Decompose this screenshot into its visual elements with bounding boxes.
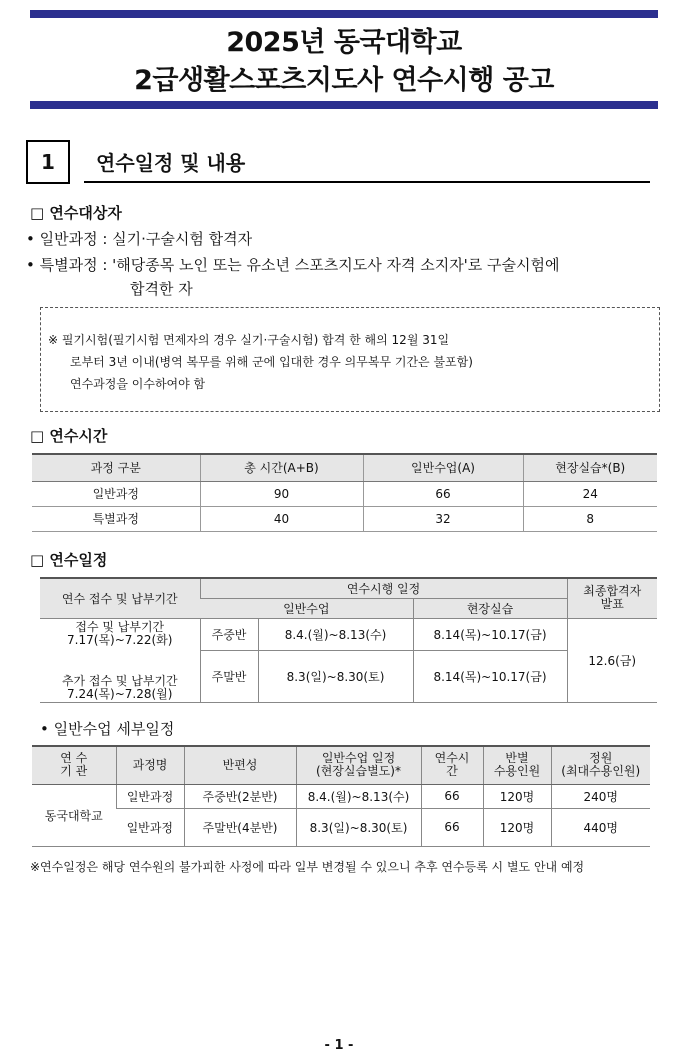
table-cell: 일반과정 xyxy=(116,784,184,808)
institution-header-line1: 연 수 xyxy=(60,751,88,766)
capacity-header-line1: 반별 xyxy=(505,751,529,766)
practice-header: 현장실습 xyxy=(413,598,567,618)
capacity-header xyxy=(483,746,551,784)
section-title: 연수일정 및 내용 xyxy=(96,151,246,175)
footnote: ※연수일정은 해당 연수원의 불가피한 사정에 따라 일부 변경될 수 있으니 추후 연수등록 시 별도 안내 예정 xyxy=(30,860,585,874)
table-cell: 120명 xyxy=(483,808,551,846)
period-dates-1: 7.17(목)~7.22(화) xyxy=(67,633,173,648)
period-cell-2 xyxy=(40,650,200,702)
detail-heading: • 일반수업 세부일정 xyxy=(40,720,175,738)
period-header: 연수 접수 및 납부기간 xyxy=(40,578,200,618)
course-header: 과정명 xyxy=(116,746,184,784)
period-dates-2: 7.24(목)~7.28(월) xyxy=(67,686,173,701)
table-row xyxy=(32,784,650,808)
header-bottom-bar xyxy=(30,101,658,109)
table-cell: 일반과정 xyxy=(116,808,184,846)
table-row xyxy=(32,481,657,506)
class-type-cell: 주중반 xyxy=(200,618,258,650)
table-header-row xyxy=(40,578,657,598)
quota-header-line2: (최대수용인원) xyxy=(561,764,641,779)
table-header-row xyxy=(32,454,657,481)
special-course-line-cont: 합격한 자 xyxy=(130,280,193,298)
table-cell: 66 xyxy=(421,808,483,846)
institution-header xyxy=(32,746,116,784)
institution-header-line2: 기 관 xyxy=(60,764,88,779)
table-header-cell: 현장실습*(B) xyxy=(523,454,657,481)
hours-header xyxy=(421,746,483,784)
table-row xyxy=(40,650,657,702)
general-course-line: • 일반과정 : 실기·구술시험 합격자 xyxy=(26,230,253,248)
hours-header-line2: 간 xyxy=(446,764,458,779)
final-date-cell: 12.6(금) xyxy=(567,618,657,702)
table-header-cell: 총 시간(A+B) xyxy=(200,454,363,481)
section-underline xyxy=(84,181,650,183)
table-cell: 66 xyxy=(421,784,483,808)
note-line-2: 로부터 3년 이내(병역 복무를 위해 군에 입대한 경우 의무복무 기간은 불포함) xyxy=(70,355,473,369)
final-result-header-line1: 최종합격자 xyxy=(583,584,642,599)
hours-table xyxy=(32,453,657,532)
schedule-header-line2: (현장실습별도)* xyxy=(316,764,401,779)
table-cell: 8.4.(월)~8.13(수) xyxy=(296,784,421,808)
period-title-2: 추가 접수 및 납부기간 xyxy=(61,673,178,688)
table-cell: 8.3(일)~8.30(토) xyxy=(296,808,421,846)
hours-header-line1: 연수시 xyxy=(434,751,470,766)
table-cell: 특별과정 xyxy=(32,506,200,531)
table-cell: 32 xyxy=(363,506,523,531)
table-cell: 8 xyxy=(523,506,657,531)
capacity-header-line2: 수용인원 xyxy=(493,764,541,779)
schedule-table xyxy=(40,577,657,703)
table-row xyxy=(32,506,657,531)
table-cell: 주중반(2분반) xyxy=(184,784,296,808)
page-title-line1: 2025년 동국대학교 xyxy=(226,27,462,58)
table-cell: 주말반(4분반) xyxy=(184,808,296,846)
table-header-cell: 과정 구분 xyxy=(32,454,200,481)
final-result-header xyxy=(567,578,657,618)
period-cell-1 xyxy=(40,618,200,650)
quota-header-line1: 정원 xyxy=(589,751,613,766)
table-cell: 66 xyxy=(363,481,523,506)
schedule-heading: □ 연수일정 xyxy=(30,551,108,569)
general-class-header: 일반수업 xyxy=(200,598,413,618)
class-type-cell: 주말반 xyxy=(200,650,258,702)
table-cell: 240명 xyxy=(551,784,650,808)
practice-date-cell: 8.14(목)~10.17(금) xyxy=(413,618,567,650)
page-number: - 1 - xyxy=(324,1038,354,1053)
table-cell: 24 xyxy=(523,481,657,506)
target-heading: □ 연수대상자 xyxy=(30,204,122,222)
general-date-cell: 8.3(일)~8.30(토) xyxy=(258,650,413,702)
schedule-header: 연수시행 일정 xyxy=(200,578,567,598)
table-row xyxy=(32,808,650,846)
institution-cell: 동국대학교 xyxy=(32,784,116,846)
table-cell: 40 xyxy=(200,506,363,531)
hours-heading: □ 연수시간 xyxy=(30,427,108,445)
detail-table xyxy=(32,745,650,847)
table-header-row xyxy=(32,746,650,784)
special-course-line: • 특별과정 : '해당종목 노인 또는 유소년 스포츠지도사 자격 소지자'로 구술시험에 xyxy=(26,256,560,274)
note-line-3: 연수과정을 이수하여야 함 xyxy=(70,377,206,391)
period-title-1: 접수 및 납부기간 xyxy=(75,620,165,635)
table-cell: 120명 xyxy=(483,784,551,808)
class-header: 반편성 xyxy=(184,746,296,784)
table-cell: 440명 xyxy=(551,808,650,846)
table-header-cell: 일반수업(A) xyxy=(363,454,523,481)
quota-header xyxy=(551,746,650,784)
final-result-header-line2: 발표 xyxy=(600,597,624,612)
schedule-header-line1: 일반수업 일정 xyxy=(321,751,396,766)
practice-date-cell: 8.14(목)~10.17(금) xyxy=(413,650,567,702)
page-title-line2: 2급생활스포츠지도사 연수시행 공고 xyxy=(134,65,554,96)
table-cell: 90 xyxy=(200,481,363,506)
general-date-cell: 8.4.(월)~8.13(수) xyxy=(258,618,413,650)
header-top-bar xyxy=(30,10,658,18)
table-cell: 일반과정 xyxy=(32,481,200,506)
note-line-1: ※ 필기시험(필기시험 면제자의 경우 실기·구술시험) 합격 한 해의 12월 31일 xyxy=(48,333,450,347)
section-number-box: 1 xyxy=(26,140,70,184)
table-row xyxy=(40,618,657,650)
schedule-header xyxy=(296,746,421,784)
